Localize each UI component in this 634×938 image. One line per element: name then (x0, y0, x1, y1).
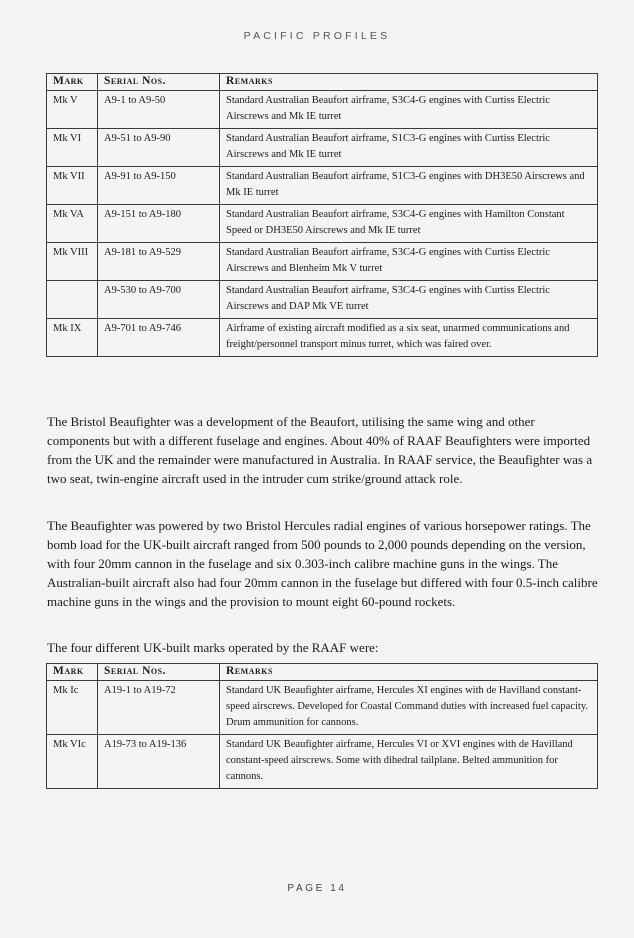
cell-mark: Mk IX (47, 319, 98, 357)
cell-mark: Mk VA (47, 205, 98, 243)
paragraph-uk-marks-lead: The four different UK-built marks operated by the RAAF were: (47, 640, 379, 655)
cell-mark: Mk VI (47, 129, 98, 167)
cell-serial: A19-73 to A19-136 (98, 735, 220, 789)
column-header-serial: Serial Nos. (98, 74, 220, 91)
column-header-remarks: Remarks (220, 664, 598, 681)
cell-remarks: Standard Australian Beaufort airframe, S3C4-G engines with Curtiss Electric Airscrews and Mk IE turret (220, 91, 598, 129)
cell-serial: A9-530 to A9-700 (98, 281, 220, 319)
table-header-row (47, 664, 598, 681)
beaufighter-marks-table (46, 663, 598, 789)
cell-serial: A9-151 to A9-180 (98, 205, 220, 243)
cell-serial: A9-701 to A9-746 (98, 319, 220, 357)
cell-remarks: Standard Australian Beaufort airframe, S1C3-G engines with Curtiss Electric Airscrews and Mk IE turret (220, 129, 598, 167)
table-row (47, 167, 598, 205)
cell-mark: Mk V (47, 91, 98, 129)
cell-serial: A9-1 to A9-50 (98, 91, 220, 129)
beaufort-marks-table (46, 73, 598, 357)
table-header-row (47, 74, 598, 91)
cell-serial: A9-51 to A9-90 (98, 129, 220, 167)
table-row (47, 243, 598, 281)
paragraph-beaufighter-intro: The Bristol Beaufighter was a development of the Beaufort, utilising the same wing and other components but with a different fuselage and engines. About 40% of RAAF Beaufighters were imported from the UK and the remainder were manufactured in Australia. In RAAF service, the Beaufighter was a two seat, twin-engine aircraft used in the intruder cum strike/ground attack role. (47, 414, 593, 486)
column-header-mark: Mark (47, 664, 98, 681)
cell-mark: Mk VIc (47, 735, 98, 789)
cell-mark: Mk Ic (47, 681, 98, 735)
paragraph-beaufighter-armament: The Beaufighter was powered by two Bristol Hercules radial engines of various horsepower ratings. The bomb load for the UK-built aircraft ranged from 500 pounds to 2,000 pounds depending on the version, with four 20mm cannon in the fuselage and six 0.303-inch calibre machine guns in the wings. The Australian-built aircraft also had four 20mm cannon in the fuselage but differed with four 0.5-inch calibre machine guns in the wings and the provision to mount eight 60-pound rockets. (47, 518, 598, 609)
column-header-mark: Mark (47, 74, 98, 91)
cell-serial: A9-181 to A9-529 (98, 243, 220, 281)
cell-mark: Mk VIII (47, 243, 98, 281)
cell-mark: Mk VII (47, 167, 98, 205)
running-header: PACIFIC PROFILES (243, 30, 391, 42)
table-row (47, 205, 598, 243)
page-number: PAGE 14 (287, 883, 347, 894)
cell-serial: A19-1 to A19-72 (98, 681, 220, 735)
column-header-remarks: Remarks (220, 74, 598, 91)
cell-serial: A9-91 to A9-150 (98, 167, 220, 205)
cell-remarks: Standard Australian Beaufort airframe, S3C4-G engines with Curtiss Electric Airscrews and Blenheim Mk V turret (220, 243, 598, 281)
cell-remarks: Standard UK Beaufighter airframe, Hercules XI engines with de Havilland constant-speed airscrews. Developed for Coastal Command duties with increased fuel capacity. Drum ammunition for cannons. (220, 681, 598, 735)
cell-remarks: Standard Australian Beaufort airframe, S3C4-G engines with Hamilton Constant Speed or DH3E50 Airscrews and Mk IE turret (220, 205, 598, 243)
cell-remarks: Standard Australian Beaufort airframe, S3C4-G engines with Curtiss Electric Airscrews and DAP Mk VE turret (220, 281, 598, 319)
cell-remarks: Standard Australian Beaufort airframe, S1C3-G engines with DH3E50 Airscrews and Mk IE turret (220, 167, 598, 205)
column-header-serial: Serial Nos. (98, 664, 220, 681)
table-row (47, 129, 598, 167)
table-row (47, 91, 598, 129)
table-row (47, 735, 598, 789)
cell-mark (47, 281, 98, 319)
table-row (47, 319, 598, 357)
cell-remarks: Airframe of existing aircraft modified as a six seat, unarmed communications and freight/personnel transport minus turret, which was faired over. (220, 319, 598, 357)
table-row (47, 681, 598, 735)
cell-remarks: Standard UK Beaufighter airframe, Hercules VI or XVI engines with de Havilland constant-speed airscrews. Some with dihedral tailplane. Belted ammunition for cannons. (220, 735, 598, 789)
table-row (47, 281, 598, 319)
